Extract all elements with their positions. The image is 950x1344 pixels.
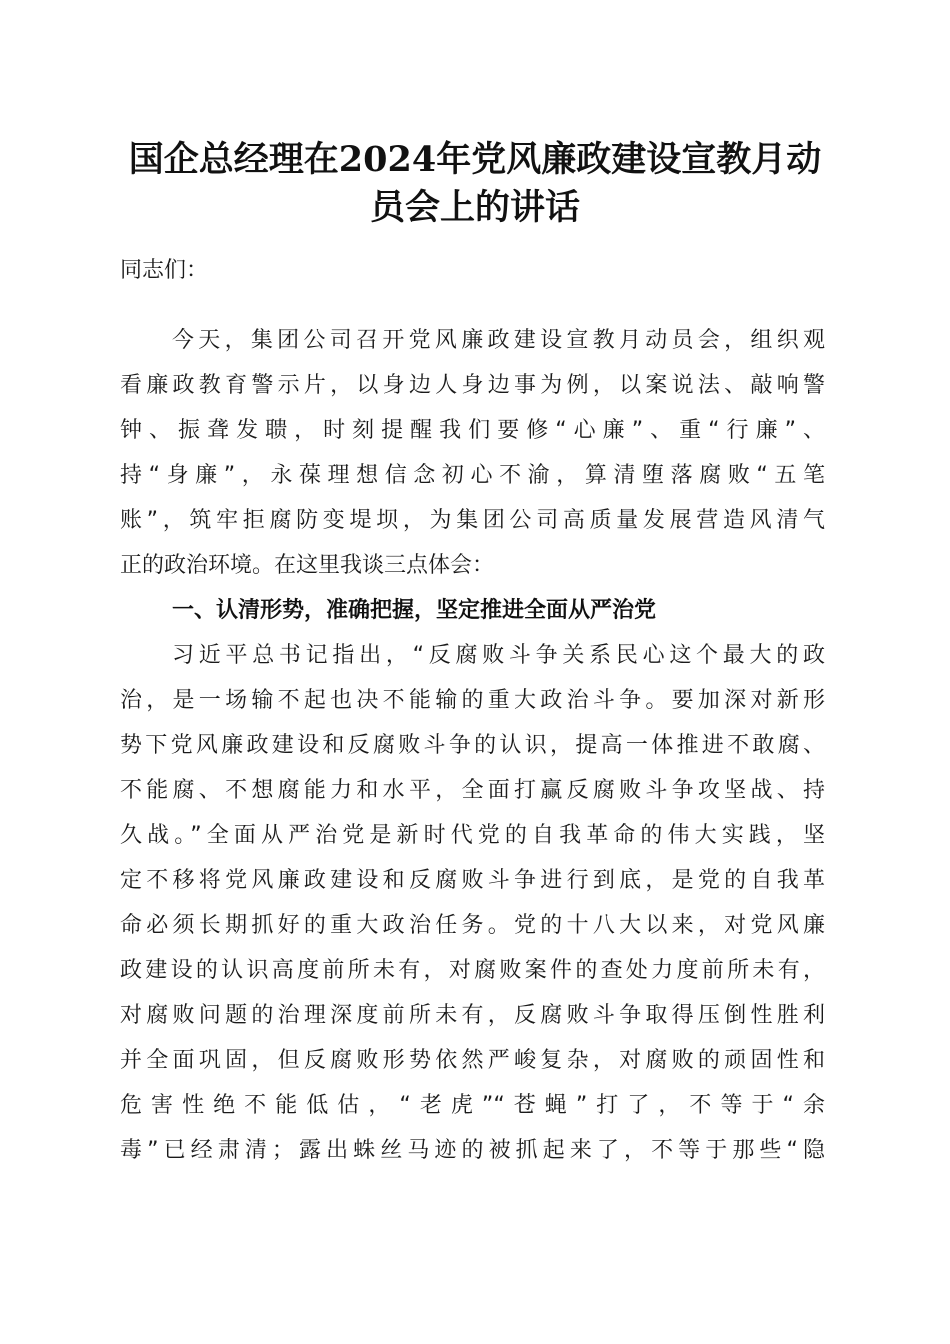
- section-heading: 一、认清形势，准确把握，坚定推进全面从严治党: [172, 598, 657, 623]
- paragraph-line: 治，是一场输不起也决不能输的重大政治斗争。要加深对新形: [120, 688, 825, 713]
- paragraph-line: 对腐败问题的治理深度前所未有，反腐败斗争取得压倒性胜利: [120, 1003, 825, 1028]
- paragraph-line: 危害性绝不能低估，“老虎”“苍蝇”打了，不等于“余: [120, 1093, 825, 1118]
- salutation: 同志们：: [120, 258, 209, 283]
- paragraph-line: 不能腐、不想腐能力和水平，全面打赢反腐败斗争攻坚战、持: [120, 778, 825, 803]
- paragraph-line: 并全面巩固，但反腐败形势依然严峻复杂，对腐败的顽固性和: [120, 1048, 825, 1073]
- paragraph-line: 久战。”全面从严治党是新时代党的自我革命的伟大实践，坚: [120, 823, 825, 848]
- paragraph-line: 今天，集团公司召开党风廉政建设宣教月动员会，组织观: [172, 328, 825, 353]
- paragraph-line: 钟、振聋发聩，时刻提醒我们要修“心廉”、重“行廉”、: [120, 418, 825, 443]
- paragraph-line: 命必须长期抓好的重大政治任务。党的十八大以来，对党风廉: [120, 913, 825, 938]
- paragraph-line: 看廉政教育警示片，以身边人身边事为例，以案说法、敲响警: [120, 373, 825, 398]
- paragraph-line: 毒”已经肃清；露出蛛丝马迹的被抓起来了，不等于那些“隐: [120, 1138, 825, 1163]
- paragraph-line: 正的政治环境。在这里我谈三点体会：: [120, 553, 495, 578]
- paragraph-line: 账”，筑牢拒腐防变堤坝，为集团公司高质量发展营造风清气: [120, 508, 825, 533]
- paragraph-line: 定不移将党风廉政建设和反腐败斗争进行到底，是党的自我革: [120, 868, 825, 893]
- document-title-line-2: 员会上的讲话: [369, 187, 580, 228]
- paragraph-line: 势下党风廉政建设和反腐败斗争的认识，提高一体推进不敢腐、: [120, 733, 825, 758]
- paragraph-line: 持“身廉”，永葆理想信念初心不渝，算清堕落腐败“五笔: [120, 463, 825, 488]
- paragraph-line: 政建设的认识高度前所未有，对腐败案件的查处力度前所未有，: [120, 958, 825, 983]
- paragraph-line: 习近平总书记指出，“反腐败斗争关系民心这个最大的政: [172, 643, 825, 668]
- document-title-line-1: 国企总经理在2024年党风廉政建设宣教月动: [128, 139, 822, 180]
